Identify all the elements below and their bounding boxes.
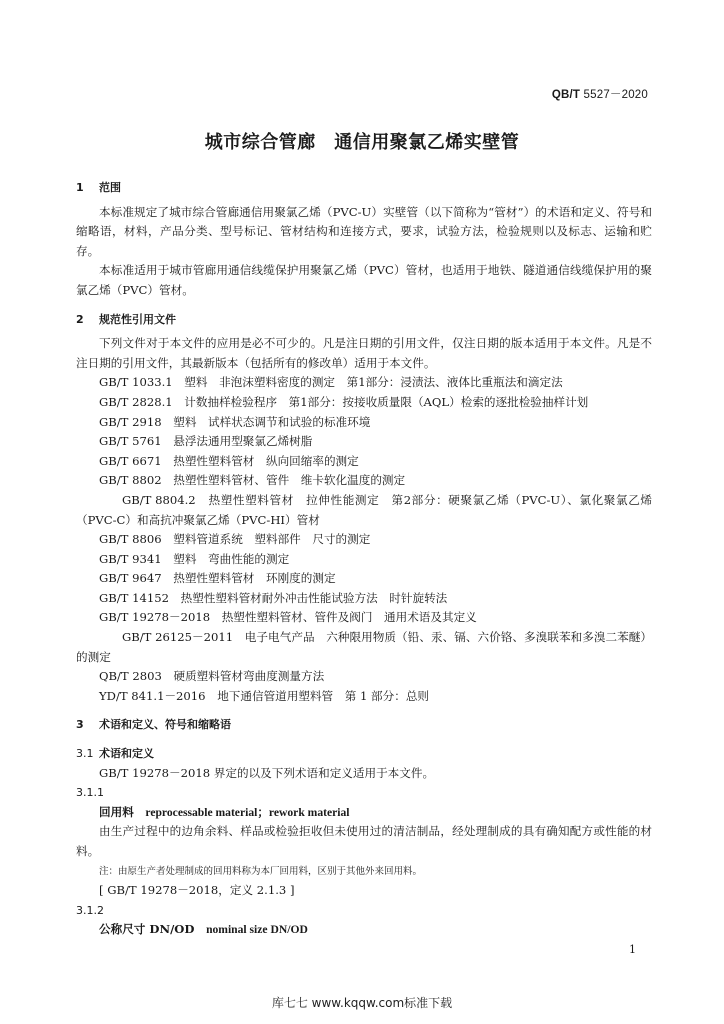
term-english: nominal size DN/OD: [206, 923, 308, 937]
reference-code: GB/T 2918: [99, 414, 162, 429]
reference-item: [76, 608, 652, 628]
section-1-heading: [76, 178, 652, 198]
section-2-heading: [76, 310, 652, 330]
reference-title: 热塑性塑料管材、管件 维卡软化温度的测定: [173, 473, 406, 488]
reference-title: 热塑性塑料管材 环刚度的测定: [173, 571, 336, 586]
term-heading: [76, 803, 652, 823]
reference-title: 悬浮法通用型聚氯乙烯树脂: [173, 434, 313, 449]
reference-title: 塑料 弯曲性能的测定: [173, 551, 290, 566]
term-source: [ GB/T 19278－2018，定义 2.1.3 ]: [99, 883, 295, 898]
reference-title: 热塑性塑料管材、管件及阀门 通用术语及其定义: [221, 610, 477, 625]
term-note: 注：由原生产者处理制成的回用料称为本厂回用料，区别于其他外来回用料。: [99, 865, 423, 877]
reference-item: [76, 589, 652, 609]
standard-code: [552, 86, 648, 102]
reference-item: [76, 550, 652, 570]
reference-title: 计数抽样检验程序 第1部分：按接收质量限（AQL）检索的逐批检验抽样计划: [184, 394, 589, 409]
reference-item: [76, 491, 652, 530]
term-english: reprocessable material；rework material: [145, 805, 350, 819]
page-number: 1: [629, 943, 636, 956]
reference-item: [76, 471, 652, 491]
term-number: 3.1.1: [76, 786, 104, 800]
term-number: 3.1.2: [76, 903, 104, 917]
reference-title: 电子电气产品 六种限用物质（铅、汞、镉、六价铬、多溴联苯和多溴二苯醚）的测定: [76, 630, 652, 664]
section-title: 规范性引用文件: [99, 312, 176, 326]
section-title: 范围: [99, 181, 121, 194]
reference-code: GB/T 5761: [99, 434, 162, 449]
term-chinese: 公称尺寸 DN/OD: [99, 922, 195, 937]
reference-item: [76, 413, 652, 433]
section-3-heading: [76, 715, 652, 735]
reference-code: GB/T 1033.1: [99, 375, 173, 390]
reference-title: 热塑性塑料管材耐外冲击性能试验方法 时针旋转法: [180, 590, 448, 605]
standard-prefix: QB/T: [551, 89, 581, 101]
reference-title: 热塑性塑料管材 纵向回缩率的测定: [173, 453, 359, 468]
subsection-3-1-heading: [76, 744, 652, 764]
reference-code: GB/T 14152: [99, 590, 169, 605]
reference-item: [76, 452, 652, 472]
section-number: 3: [76, 718, 84, 732]
document-body: [76, 178, 652, 940]
reference-title: 塑料 非泡沫塑料密度的测定 第1部分：浸渍法、液体比重瓶法和滴定法: [184, 375, 563, 390]
reference-item: [76, 667, 652, 687]
reference-title: 热塑性塑料管材 拉伸性能测定 第2部分：硬聚氯乙烯（PVC-U）、氯化聚氯乙烯（PVC-C）和高抗冲聚氯乙烯（PVC-HI）管材: [76, 492, 652, 527]
reference-item: [76, 373, 652, 393]
document-title: 城市综合管廊 通信用聚氯乙烯实壁管: [204, 132, 520, 153]
section-number: 1: [76, 181, 84, 194]
reference-code: QB/T 2803: [99, 669, 162, 684]
term-heading: [76, 920, 652, 940]
reference-code: GB/T 9647: [99, 571, 162, 586]
reference-title: 地下通信管道用塑料管 第 1 部分：总则: [217, 688, 430, 703]
reference-code: YD/T 841.1－2016: [99, 688, 206, 703]
terms-intro: GB/T 19278－2018 界定的以及下列术语和定义适用于本文件。: [99, 765, 435, 780]
reference-item: [76, 530, 652, 550]
reference-code: GB/T 19278－2018: [99, 610, 211, 625]
reference-code: GB/T 8802: [99, 473, 162, 488]
reference-item: [76, 687, 652, 707]
reference-title: 塑料 试样状态调节和试验的标准环境: [173, 414, 371, 429]
term-chinese: 回用料: [99, 804, 134, 819]
reference-code: GB/T 26125－2011: [122, 630, 234, 645]
scope-paragraph-1: 本标准规定了城市综合管廊通信用聚氯乙烯（PVC-U）实壁管（以下简称为“管材”）的术语和定义、符号和缩略语，材料，产品分类、型号标记、管材结构和连接方式，要求，试验方法，检验规则以及标志、运输和贮存。: [76, 204, 652, 258]
term-definition: 由生产过程中的边角余料、样品或检验拒收但未使用过的清洁制品，经处理制成的具有确知配方或性能的材料。: [76, 824, 652, 858]
site-watermark-footer: 库七七 www.kqqw.com标准下载: [271, 996, 453, 1010]
subsection-number: 3.1: [76, 747, 94, 761]
reference-item: [76, 628, 652, 667]
section-number: 2: [76, 312, 84, 326]
reference-code: GB/T 8806: [99, 532, 162, 547]
reference-item: [76, 432, 652, 452]
reference-title: 塑料管道系统 塑料部件 尺寸的测定: [173, 532, 371, 547]
references-intro: 下列文件对于本文件的应用是必不可少的。凡是注日期的引用文件，仅注日期的版本适用于本文件。凡是不注日期的引用文件，其最新版本（包括所有的修改单）适用于本文件。: [76, 336, 652, 370]
reference-code: GB/T 6671: [99, 453, 162, 468]
subsection-title: 术语和定义: [99, 747, 154, 761]
reference-title: 硬质塑料管材弯曲度测量方法: [173, 669, 325, 684]
section-title: 术语和定义、符号和缩略语: [99, 718, 231, 732]
standard-number: 5527－2020: [583, 89, 648, 101]
reference-code: GB/T 9341: [99, 551, 162, 566]
reference-code: GB/T 2828.1: [99, 394, 173, 409]
scope-paragraph-2: 本标准适用于城市管廊用通信线缆保护用聚氯乙烯（PVC）管材，也适用于地铁、隧道通信线缆保护用的聚氯乙烯（PVC）管材。: [76, 263, 652, 297]
reference-item: [76, 393, 652, 413]
reference-item: [76, 569, 652, 589]
reference-code: GB/T 8804.2: [122, 492, 196, 507]
